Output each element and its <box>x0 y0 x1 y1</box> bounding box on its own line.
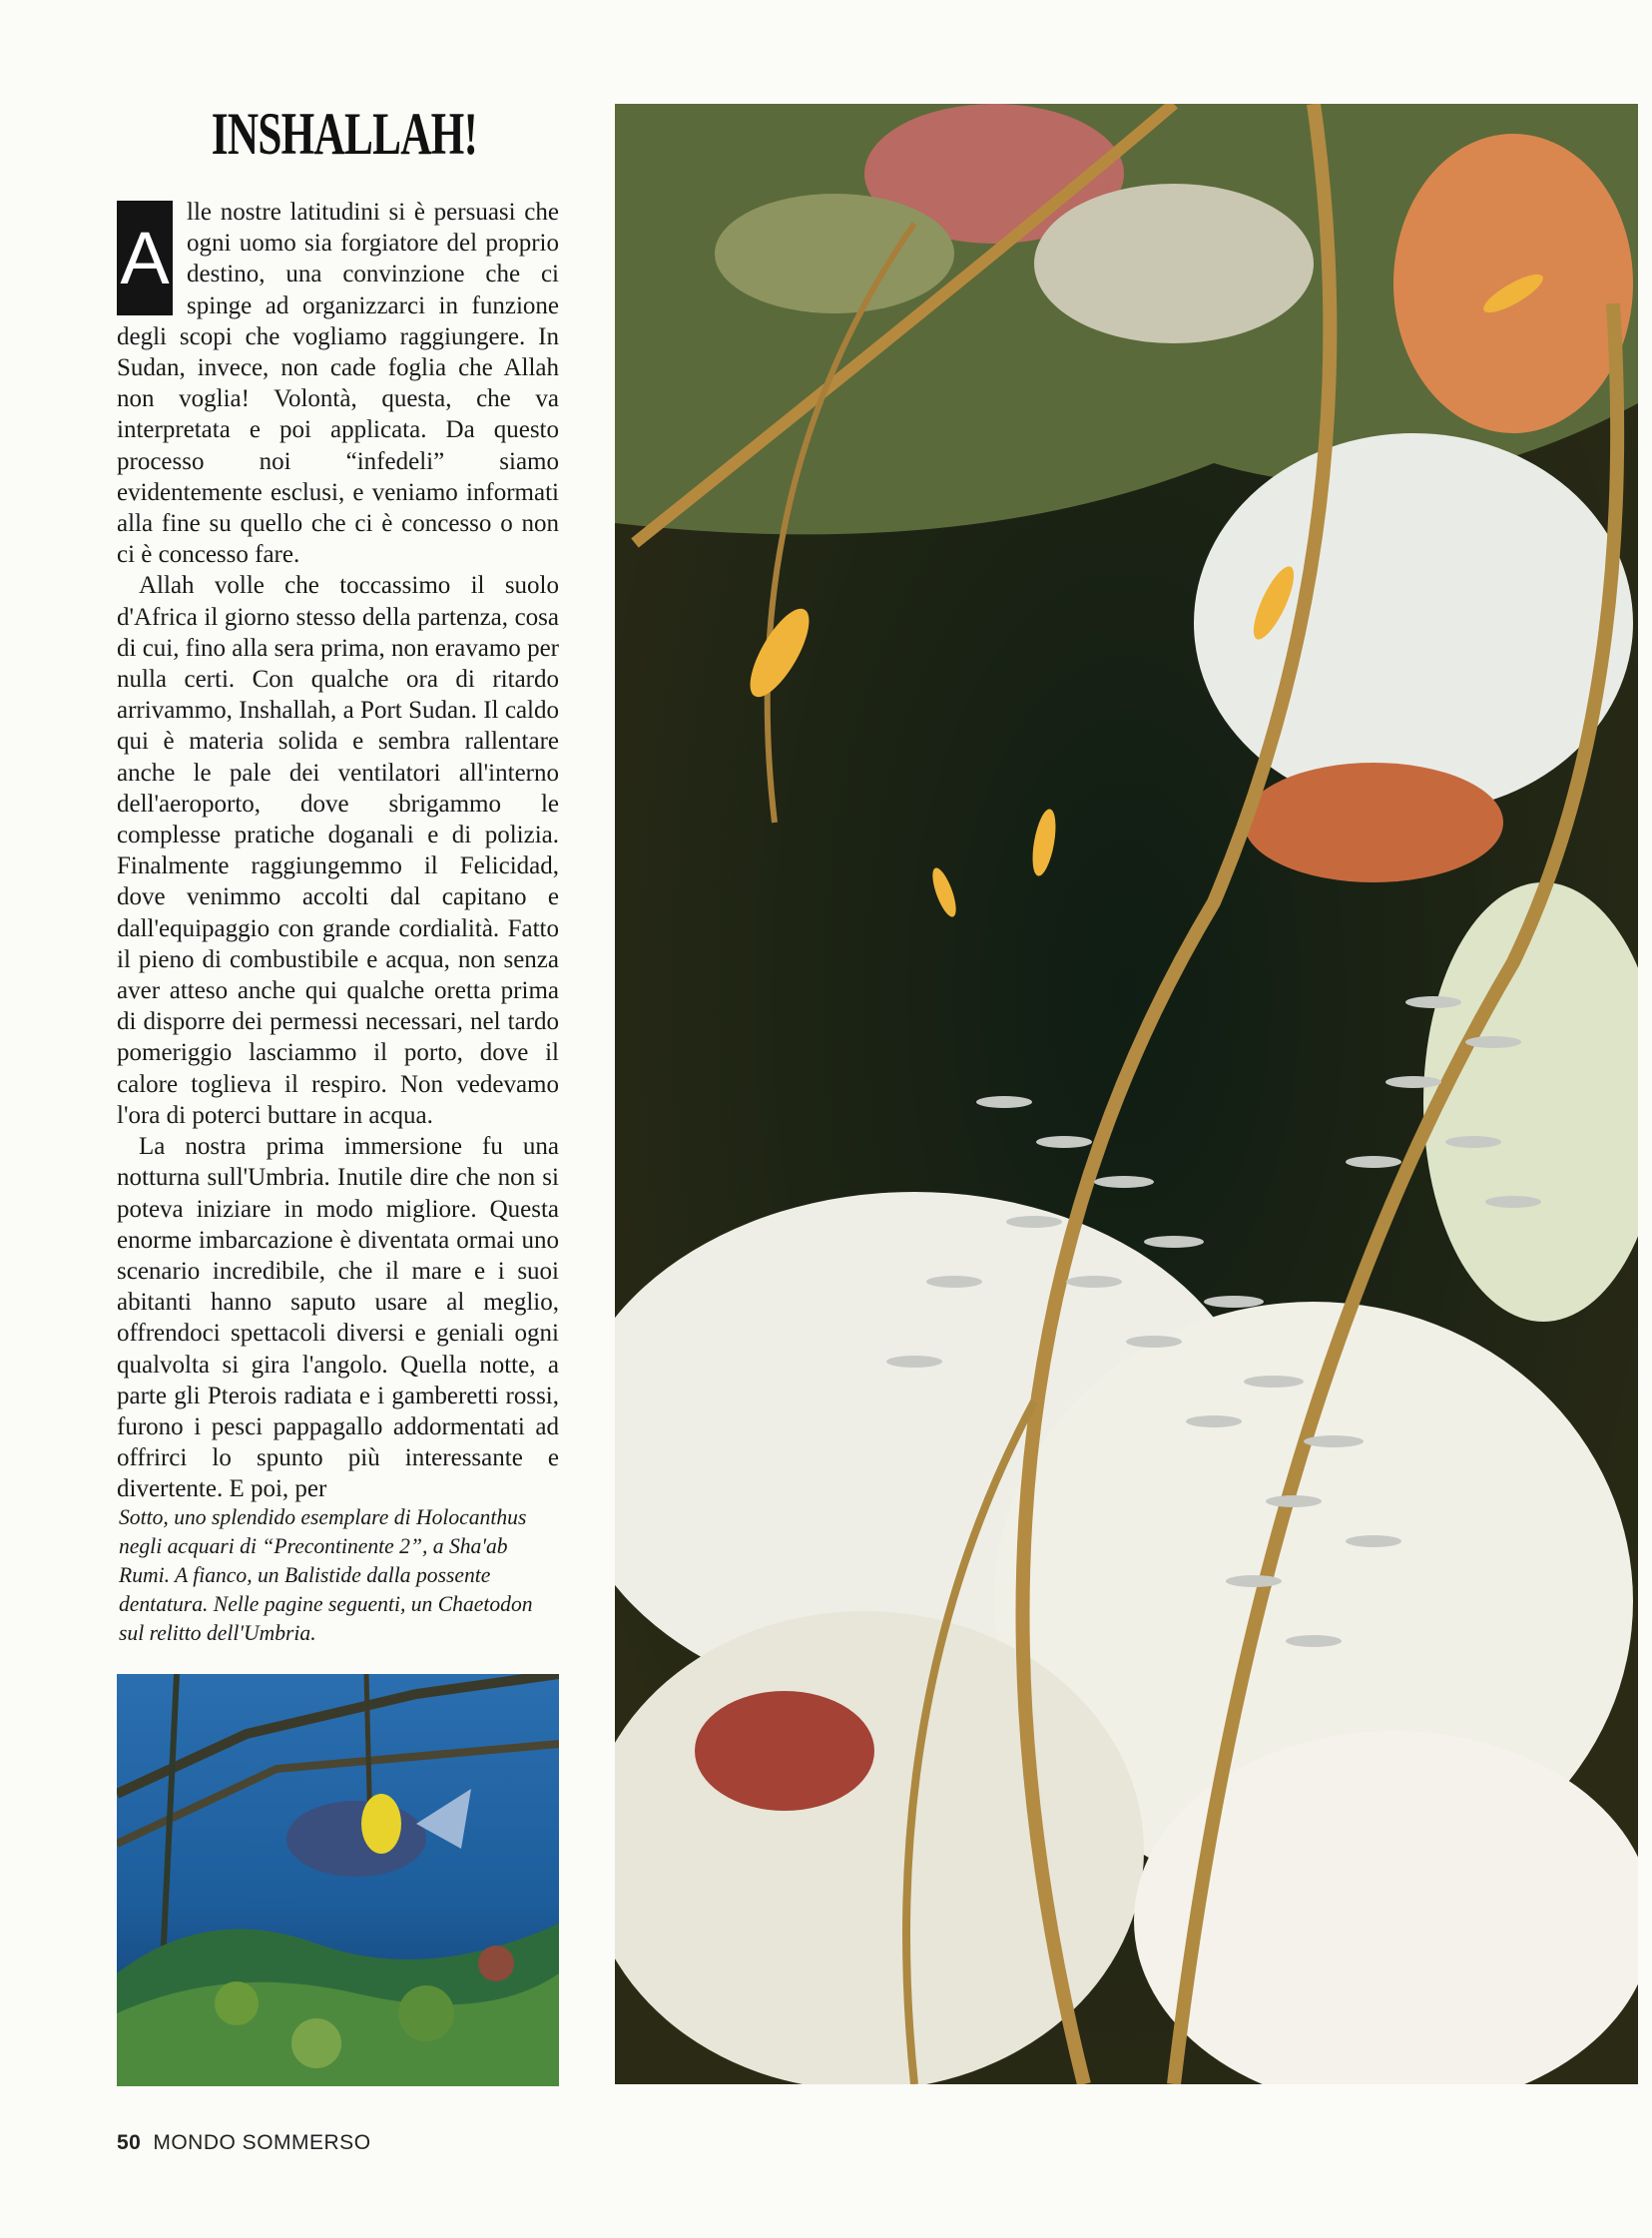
page-number: 50 <box>117 2131 142 2154</box>
holocanthus-photo-image <box>117 1674 559 2086</box>
holocanthus-photo <box>117 1674 559 2086</box>
page-footer <box>117 2131 371 2155</box>
reef-photo <box>615 104 1638 2084</box>
paragraph-1-text: lle nostre latitudini si è persuasi che ogni uomo sia forgiatore del proprio destino, una convinzione che ci spinge ad organizzarci in funzione degli scopi che vogliamo raggiungere. In Sudan, invece, non cade foglia che Allah non voglia! Volontà, questa, che va interpretata e poi applicata. Da questo processo noi “infedeli” siamo evidentemente esclusi, e veniamo informati alla fine su quello che ci è concesso o non ci è concesso fare. <box>117 199 559 569</box>
reef-photo-image <box>615 104 1638 2084</box>
magazine-name: MONDO SOMMERSO <box>153 2131 371 2154</box>
photo-caption: Sotto, uno splendido esemplare di Holocanthus negli acquari di “Precontinente 2”, a Sha'ab Rumi. A fianco, un Balistide dalla possente dentatura. Nelle pagine seguenti, un Chaetodon sul relitto dell'Umbria. <box>119 1504 533 1645</box>
article-title: INSHALLAH! <box>211 101 478 167</box>
paragraph-1 <box>117 197 559 570</box>
paragraph-3: La nostra prima immersione fu una notturna sull'Umbria. Inutile dire che non si poteva iniziare in modo migliore. Questa enorme imbarcazione è diventata ormai uno scenario incredibile, che il mare e i suoi abitanti hanno saputo usare al meglio, offrendoci spettacoli diversi e geniali ogni qualvolta si gira l'angolo. Quella notte, a parte gli Pterois radiata e i gamberetti rossi, furono i pesci pappagallo addormentati ad offrirci lo spunto più interessante e divertente. E poi, per <box>117 1133 559 1503</box>
paragraph-2: Allah volle che toccassimo il suolo d'Africa il giorno stesso della partenza, cosa di cui, fino alla sera prima, non eravamo per nulla certi. Con qualche ora di ritardo arrivammo, Inshallah, a Port Sudan. Il caldo qui è materia solida e sembra rallentare anche le pale dei ventilatori all'interno dell'aeroporto, dove sbrigammo le complesse pratiche doganali e di polizia. Finalmente raggiungemmo il Felicidad, dove venimmo accolti dal capitano e dall'equipaggio con grande cordialità. Fatto il pieno di combustibile e acqua, non senza aver atteso anche qui qualche oretta prima di disporre dei permessi necessari, nel tardo pomeriggio lasciammo il porto, dove il calore toglieva il respiro. Non vedevamo l'ora di poterci buttare in acqua. <box>117 572 559 1129</box>
article-body <box>117 197 559 1505</box>
drop-cap: A <box>117 201 173 315</box>
